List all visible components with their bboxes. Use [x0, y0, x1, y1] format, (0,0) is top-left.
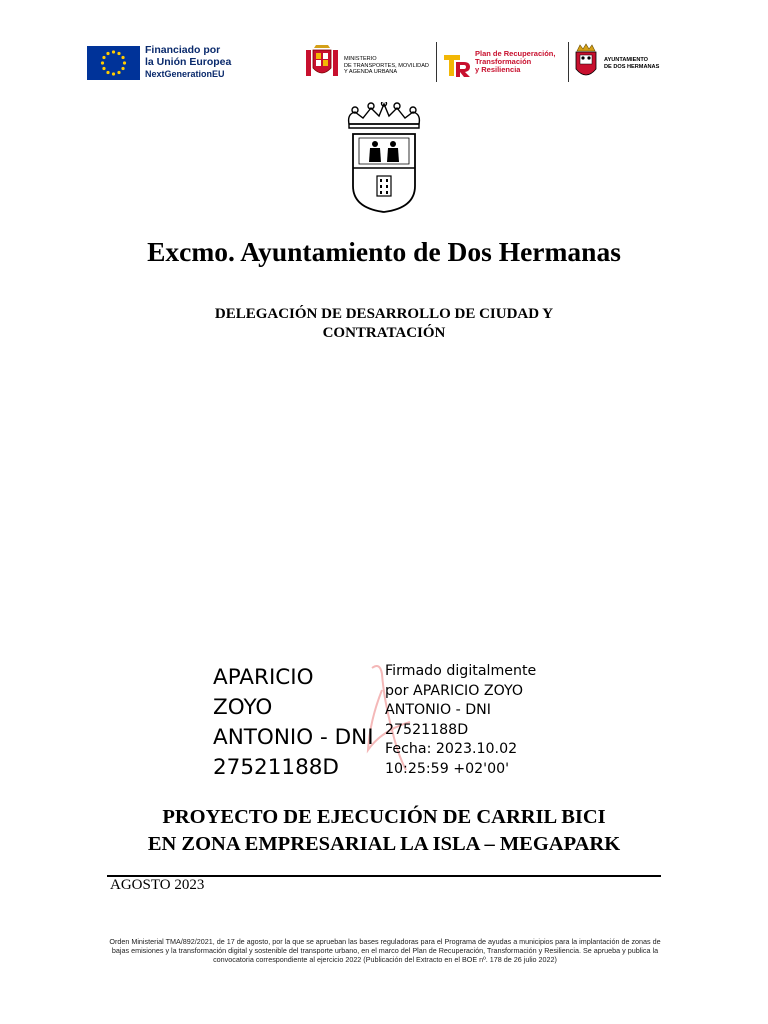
- recovery-plan-text: [475, 50, 555, 75]
- eu-star-icon: [102, 56, 105, 59]
- eu-star-icon: [117, 71, 120, 74]
- signature-details: [385, 662, 536, 780]
- eu-flag-logo: [87, 46, 140, 80]
- legal-footnote: Orden Ministerial TMA/892/2021, de 17 de agosto, por la que se aprueban las bases reguladoras para el Programa de ayudas a municipios para la implantación de zonas de bajas emisiones y la transformación digital y sostenible del transporte urbano, en el marco del Plan de Recuperación, Transformación y Resiliencia. Se aprueba y publica la convocatoria correspondiente al ejercicio 2022 (Publicación del Extracto en el BOE nº. 178 de 26 julio 2022): [109, 937, 661, 964]
- signature-detail-line: Firmado digitalmente: [385, 663, 537, 679]
- signature-detail-line: por APARICIO ZOYO: [385, 682, 524, 699]
- eu-star-icon: [123, 61, 126, 64]
- recovery-line-1: Plan de Recuperación,: [475, 49, 556, 58]
- logo-separator: [436, 42, 437, 82]
- logo-separator: [568, 42, 569, 82]
- document-date: AGOSTO 2023: [110, 877, 205, 893]
- signer-name: [213, 663, 374, 783]
- eu-star-icon: [101, 61, 104, 64]
- ministry-line-2: DE TRANSPORTES, MOVILIDAD: [344, 62, 429, 69]
- recovery-line-2: Transformación: [475, 57, 532, 67]
- eu-star-icon: [106, 71, 109, 74]
- delegation-line-2: CONTRATACIÓN: [322, 325, 446, 341]
- eu-star-icon: [106, 52, 109, 55]
- dos-hermanas-coat-of-arms-icon: [343, 102, 425, 214]
- ministry-line-1: MINISTERIO: [344, 56, 377, 62]
- recovery-plan-logo-icon: [442, 52, 472, 78]
- eu-star-icon: [112, 72, 115, 75]
- signature-date-line: Fecha: 2023.10.02: [385, 741, 518, 758]
- ministry-line-3: Y AGENDA URBANA: [344, 69, 398, 75]
- eu-star-icon: [121, 67, 124, 70]
- delegation-heading: [150, 305, 618, 343]
- eu-line-1: Financiado por: [145, 44, 221, 56]
- signer-name-line-3: ANTONIO - DNI: [213, 725, 374, 750]
- council-crest-small-icon: [572, 43, 600, 81]
- eu-funding-text: [145, 44, 231, 80]
- delegation-line-1: DELEGACIÓN DE DESARROLLO DE CIUDAD Y: [214, 306, 554, 322]
- project-title: [0, 804, 768, 858]
- project-title-line-1: PROYECTO DE EJECUCIÓN DE CARRIL BICI: [162, 806, 606, 828]
- signature-detail-line: ANTONIO - DNI: [385, 702, 491, 719]
- spain-coat-of-arms-icon: [304, 44, 340, 82]
- signer-name-line-4: 27521188D: [213, 755, 339, 780]
- council-line-1: AYUNTAMIENTO: [604, 57, 649, 63]
- signature-time-line: 10:25:59 +02'00': [385, 760, 510, 777]
- eu-star-icon: [121, 56, 124, 59]
- council-text: [604, 57, 659, 70]
- signer-name-line-2: ZOYO: [213, 695, 273, 720]
- eu-line-3: NextGenerationEU: [145, 69, 225, 79]
- eu-star-icon: [102, 67, 105, 70]
- signature-detail-line: 27521188D: [385, 721, 469, 738]
- signer-name-line-1: APARICIO: [213, 665, 314, 690]
- recovery-line-3: y Resiliencia: [475, 65, 521, 75]
- council-title: Excmo. Ayuntamiento de Dos Hermanas: [147, 236, 621, 267]
- ministry-text: [344, 56, 429, 76]
- eu-line-2: la Unión Europea: [145, 56, 232, 68]
- project-title-line-2: EN ZONA EMPRESARIAL LA ISLA – MEGAPARK: [147, 833, 621, 855]
- council-line-2: DE DOS HERMANAS: [604, 63, 660, 70]
- eu-star-icon: [112, 50, 115, 53]
- eu-star-icon: [117, 52, 120, 55]
